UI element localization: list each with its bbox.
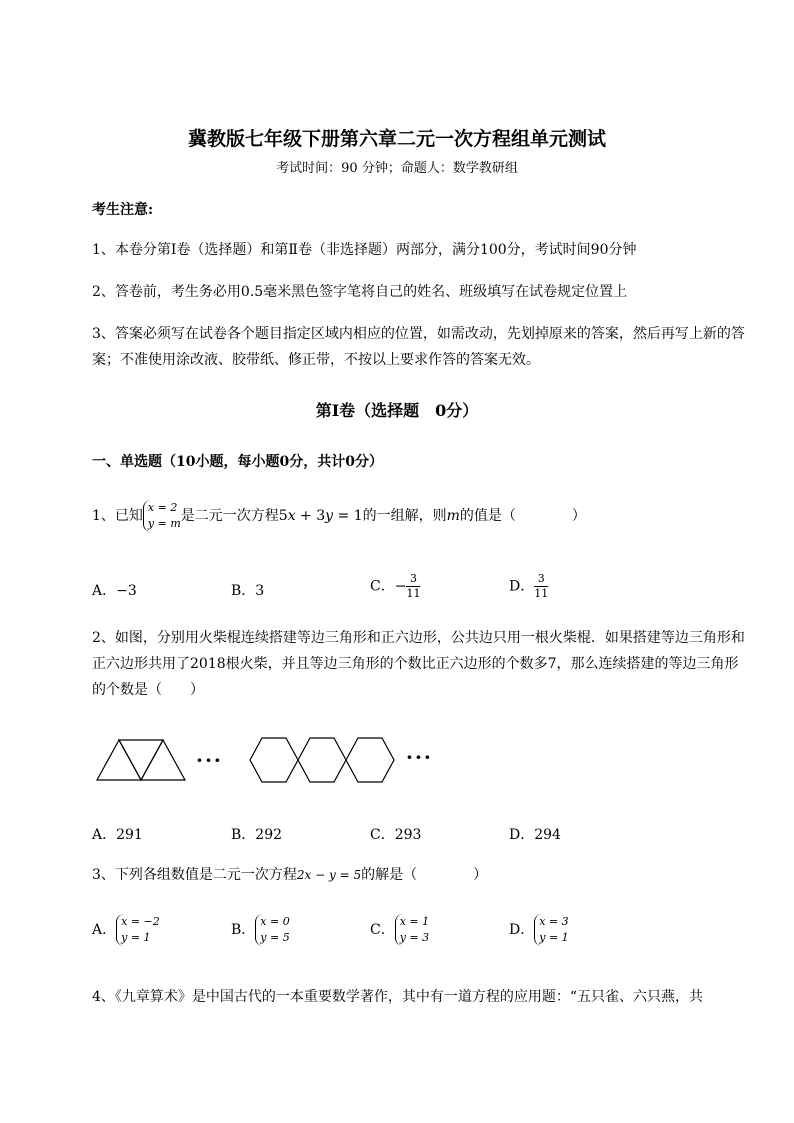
hexagon-group bbox=[250, 738, 394, 782]
q1-option-c-den: 11 bbox=[406, 587, 421, 600]
q1-eq-end: = 1 bbox=[333, 508, 363, 524]
q1-option-d bbox=[509, 572, 548, 601]
q1-middle: 是二元一次方程5 bbox=[180, 508, 288, 524]
q1-prefix: 1、已知 bbox=[92, 508, 143, 524]
question-2-text: 2、如图，分别用火柴棍连续搭建等边三角形和正六边形，公共边只用一根火柴棍．如果搭建等边三角形和正六边形共用了2018根火柴，并且等边三角形的个数比正六边形的个数多7，那么连续搭建的等边三角形的个数是（ ） bbox=[92, 630, 745, 698]
q1-option-d-den: 11 bbox=[534, 587, 549, 600]
q1-option-c bbox=[370, 572, 420, 601]
hexagon-2 bbox=[298, 738, 346, 782]
q1-sys-line1: x = 2 bbox=[147, 501, 178, 514]
q1-eq-rest: + 3 bbox=[295, 508, 326, 524]
notice-item-1: 1、本卷分第Ⅰ卷（选择题）和第Ⅱ卷（非选择题）两部分，满分100分，考试时间90分钟 bbox=[92, 242, 637, 258]
q1-option-c-label: C．− bbox=[370, 578, 407, 595]
section-title: 第Ⅰ卷（选择题 0分） bbox=[315, 401, 479, 420]
q3-option-c-system bbox=[395, 914, 429, 946]
q3-equation: 2x − y = 5 bbox=[296, 868, 362, 882]
q1-suffix: 的值是（ ） bbox=[459, 508, 586, 524]
q3-option-a bbox=[92, 914, 160, 946]
q2-option-d: D．294 bbox=[509, 827, 561, 843]
notice-heading: 考生注意: bbox=[92, 202, 154, 218]
matchstick-figure bbox=[92, 728, 452, 788]
q3-option-b-label: B． bbox=[231, 922, 256, 938]
q1-option-d-fraction bbox=[534, 572, 548, 601]
q1-after: 的一组解，则 bbox=[362, 508, 447, 524]
q3-b-line1: x = 0 bbox=[260, 915, 290, 928]
q3-c-line2: y = 3 bbox=[399, 931, 430, 944]
dots-after-triangles: ··· bbox=[196, 748, 223, 772]
q3-option-b-system bbox=[255, 914, 289, 946]
q3-suffix: 的解是（ ） bbox=[361, 867, 488, 883]
q3-option-d-system bbox=[534, 914, 568, 946]
q3-prefix: 3、下列各组数值是二元一次方程 bbox=[92, 867, 297, 883]
q3-d-line2: y = 1 bbox=[539, 931, 569, 944]
q1-option-d-label: D． bbox=[509, 578, 535, 595]
question-3 bbox=[92, 864, 487, 884]
hexagon-3 bbox=[346, 738, 394, 782]
q1-var-m: m bbox=[446, 508, 460, 524]
q2-option-b: B．292 bbox=[231, 827, 283, 843]
q3-option-d-label: D． bbox=[509, 922, 535, 938]
q1-option-c-num: 3 bbox=[406, 572, 420, 587]
hexagon-1 bbox=[250, 738, 298, 782]
q3-d-line1: x = 3 bbox=[539, 915, 569, 928]
exam-subtitle: 考试时间：90 分钟；命题人：数学教研组 bbox=[276, 161, 518, 176]
question-1 bbox=[92, 500, 586, 532]
q3-option-a-label: A． bbox=[92, 922, 117, 938]
q1-eq-x: x bbox=[287, 508, 296, 524]
page-title: 冀教版七年级下册第六章二元一次方程组单元测试 bbox=[187, 128, 606, 150]
dots-after-hexagons: ··· bbox=[406, 745, 433, 769]
q1-option-a: A．−3 bbox=[92, 583, 137, 599]
q3-option-a-system bbox=[116, 914, 160, 946]
q2-option-a: A．291 bbox=[92, 827, 143, 843]
q3-a-line1: x = −2 bbox=[121, 915, 160, 928]
q3-option-c bbox=[370, 914, 429, 946]
notice-item-3: 3、答案必须写在试卷各个题目指定区域内相应的位置，如需改动，先划掉原来的答案，然后再写上新的答案；不准使用涂改液、胶带纸、修正带，不按以上要求作答的答案无效。 bbox=[92, 326, 745, 368]
q3-c-line1: x = 1 bbox=[399, 915, 430, 928]
q1-option-b: B．3 bbox=[231, 583, 265, 599]
triangle-1 bbox=[97, 740, 141, 780]
q1-option-c-fraction bbox=[406, 572, 420, 601]
q2-option-c: C．293 bbox=[370, 827, 422, 843]
q3-b-line2: y = 5 bbox=[260, 931, 290, 944]
triangle-group bbox=[97, 740, 185, 780]
q3-a-line2: y = 1 bbox=[121, 931, 151, 944]
part-title: 一、单选题（10小题，每小题0分，共计0分） bbox=[92, 454, 383, 470]
q3-option-b bbox=[231, 914, 290, 946]
q1-eq-y: y bbox=[325, 508, 334, 524]
triangle-3 bbox=[141, 740, 185, 780]
q1-system bbox=[143, 500, 181, 532]
triangle-2 bbox=[119, 740, 163, 780]
q3-option-c-label: C． bbox=[370, 922, 395, 938]
q3-option-d bbox=[509, 914, 569, 946]
question-4-text: 4、《九章算术》是中国古代的一本重要数学著作，其中有一道方程的应用题：“五只雀、六只燕，共 bbox=[92, 989, 704, 1005]
q1-sys-line2: y = m bbox=[147, 517, 181, 530]
q1-option-d-num: 3 bbox=[534, 572, 548, 587]
notice-item-2: 2、答卷前，考生务必用0.5毫米黑色签字笔将自己的姓名、班级填写在试卷规定位置上 bbox=[92, 284, 628, 300]
